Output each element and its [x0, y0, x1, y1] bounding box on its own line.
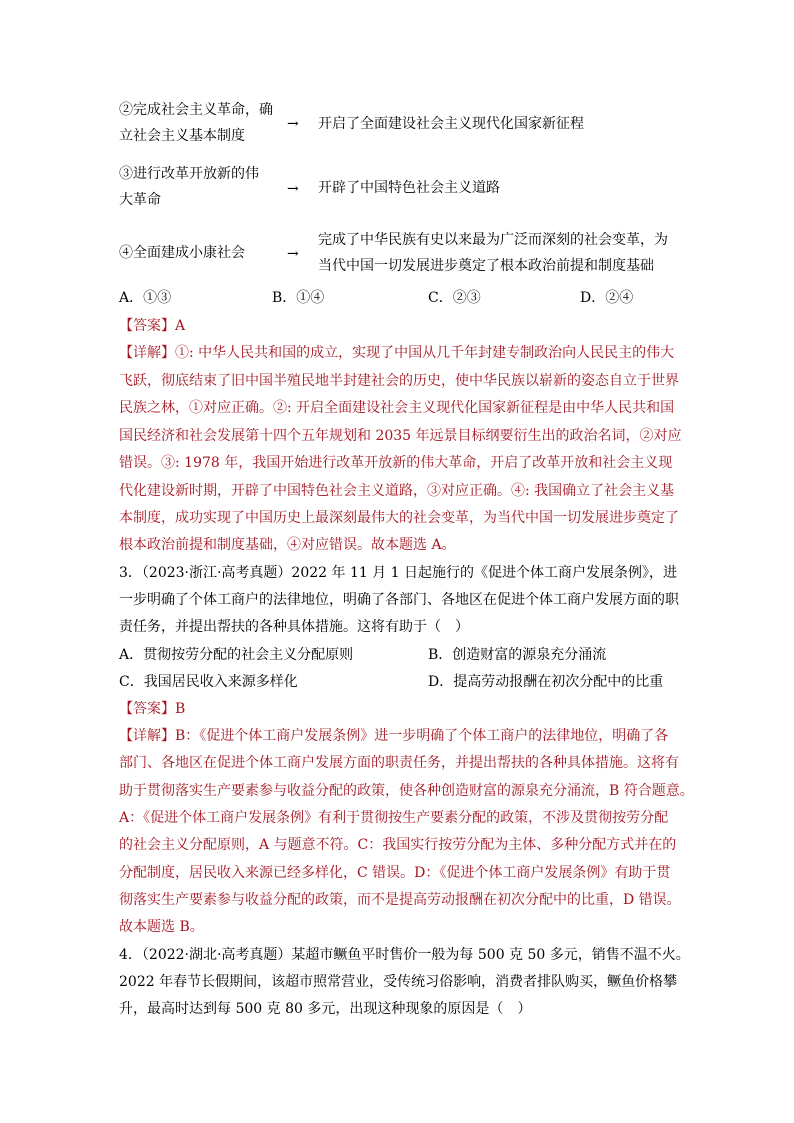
option-b: B．①④	[272, 290, 325, 306]
analysis-text: 国民经济和社会发展第十四个五年规划和 2035 年远景目标纲要衍生出的政治名词，②对应	[119, 428, 682, 444]
matching-right-text: 完成了中华民族有史以来最为广泛而深刻的社会变革，为	[318, 232, 668, 248]
question-text: 4．（2022·湖北·高考真题）某超市鳜鱼平时售价一般为每 500 克 50 多元，销售不温不火。	[119, 947, 690, 963]
analysis-text: 分配制度，居民收入来源已经多样化，C 错误。D：《促进个体工商户发展条例》有助于贯	[119, 865, 671, 881]
arrow-icon: →	[287, 246, 299, 262]
option-c: C．我国居民收入来源多样化	[119, 674, 298, 690]
option-c: C．②③	[428, 290, 481, 306]
analysis-label: 【详解】	[119, 345, 175, 361]
analysis-line	[119, 343, 679, 363]
answer-line	[119, 699, 679, 719]
question-text: 2022 年春节长假期间，该超市照常营业，受传统习俗影响，消费者排队购买，鳜鱼价格攀	[119, 974, 678, 990]
answer-label: 【答案】	[119, 318, 175, 334]
answer-line	[119, 316, 679, 336]
answer-value: A	[175, 318, 186, 334]
question-text: 升，最高时达到每 500 克 80 多元，出现这种现象的原因是（ ）	[119, 1001, 532, 1017]
analysis-label: 【详解】	[119, 728, 175, 744]
analysis-text: 错误。③: 1978 年，我国开始进行改革开放新的伟大革命，开启了改革开放和社会主义现	[119, 455, 673, 471]
matching-right-text: 开辟了中国特色社会主义道路	[318, 180, 500, 196]
analysis-text: A：《促进个体工商户发展条例》有利于贯彻按生产要素分配的政策，不涉及贯彻按劳分配	[119, 810, 669, 826]
analysis-text: 民族之林，①对应正确。②: 开启全面建设社会主义现代化国家新征程是由中华人民共和国	[119, 400, 675, 416]
matching-right-text: 开启了全面建设社会主义现代化国家新征程	[318, 116, 584, 132]
analysis-text: 根本政治前提和制度基础，④对应错误。故本题选 A。	[119, 537, 456, 553]
answer-value: B	[175, 701, 186, 717]
option-a: A．①③	[119, 290, 172, 306]
option-b: B．创造财富的源泉充分涌流	[428, 647, 607, 663]
matching-left-cell	[119, 161, 284, 213]
matching-left-text: 立社会主义基本制度	[119, 128, 245, 144]
matching-right-cell	[318, 227, 688, 279]
analysis-text: 部门、各地区在促进个体工商户发展方面的职责任务，并提出帮扶的各种具体措施。这将有	[119, 755, 679, 771]
matching-left-text: 大革命	[119, 192, 161, 208]
matching-left-text: ②完成社会主义革命，确	[119, 102, 273, 118]
matching-left-cell	[119, 97, 284, 149]
arrow-icon: →	[287, 116, 299, 132]
option-a: A．贯彻按劳分配的社会主义分配原则	[119, 647, 354, 663]
matching-left-text: ③进行改革开放新的伟	[119, 166, 259, 182]
question-text: 责任务，并提出帮扶的各种具体措施。这将有助于（ ）	[119, 619, 469, 635]
answer-label: 【答案】	[119, 701, 175, 717]
matching-right-cell	[318, 175, 688, 201]
option-d: D．提高劳动报酬在初次分配中的比重	[428, 674, 664, 690]
analysis-text: B：《促进个体工商户发展条例》进一步明确了个体工商户的法律地位，明确了各	[175, 728, 669, 744]
matching-right-text: 当代中国一切发展进步奠定了根本政治前提和制度基础	[318, 258, 654, 274]
analysis-text: 飞跃，彻底结束了旧中国半殖民地半封建社会的历史，使中华民族以崭新的姿态自立于世界	[119, 373, 679, 389]
question-text: 一步明确了个体工商户的法律地位，明确了各部门、各地区在促进个体工商户发展方面的职	[119, 592, 679, 608]
analysis-text: 代化建设新时期，开辟了中国特色社会主义道路，③对应正确。④: 我国确立了社会主义基	[119, 483, 675, 499]
analysis-text: 助于贯彻落实生产要素参与收益分配的政策，使各种创造财富的源泉充分涌流，B 符合题意。	[119, 783, 694, 799]
analysis-text: 本制度，成功实现了中国历史上最深刻最伟大的社会变革，为当代中国一切发展进步奠定了	[119, 510, 679, 526]
arrow-icon: →	[287, 181, 299, 197]
analysis-line	[119, 726, 679, 746]
matching-right-cell	[318, 111, 688, 137]
matching-left-text: ④全面建成小康社会	[119, 245, 245, 261]
analysis-text: 故本题选 B。	[119, 919, 204, 935]
question-text: 3．（2023·浙江·高考真题）2022 年 11 月 1 日起施行的《促进个体工商户发展条例》，进	[119, 565, 678, 581]
analysis-text: ①: 中华人民共和国的成立，实现了中国从几千年封建专制政治向人民民主的伟大	[175, 345, 675, 361]
option-d: D．②④	[580, 290, 634, 306]
analysis-text: 的社会主义分配原则，A 与题意不符。C：我国实行按劳分配为主体、多种分配方式并在的	[119, 837, 677, 853]
matching-left-cell	[119, 240, 284, 266]
analysis-text: 彻落实生产要素参与收益分配的政策，而不是提高劳动报酬在初次分配中的比重，D 错误。	[119, 892, 681, 908]
